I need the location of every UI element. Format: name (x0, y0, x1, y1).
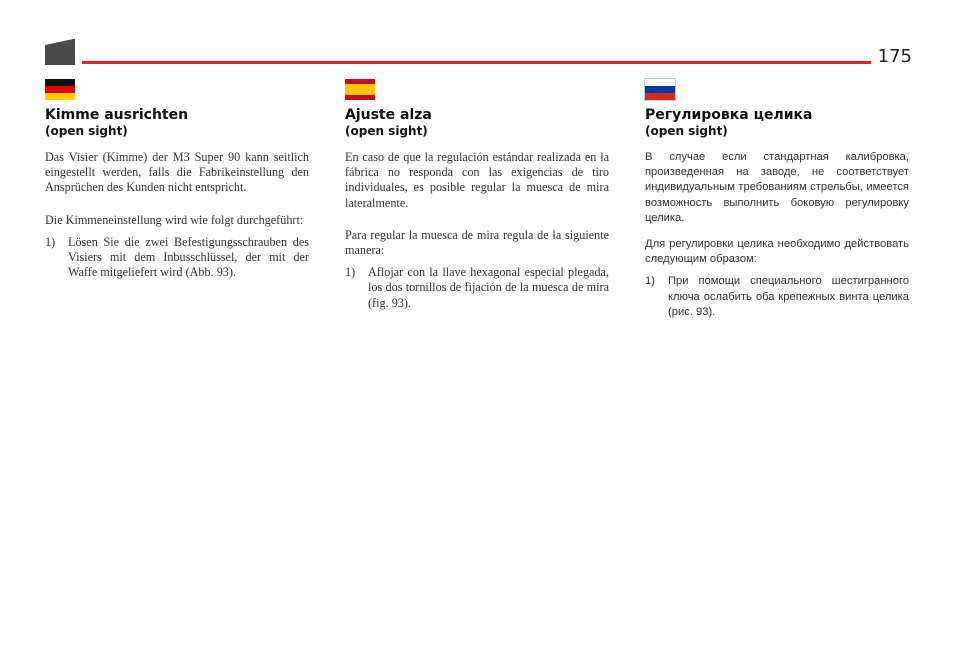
spanish-flag-icon (345, 79, 375, 100)
section-title: Kimme ausrichten (45, 107, 189, 123)
russian-flag-icon (645, 79, 675, 100)
column-german (45, 79, 309, 280)
list-number: 1) (645, 275, 655, 288)
list-item (645, 274, 909, 320)
section-title: Регулировка целика (645, 107, 813, 123)
list-item (45, 235, 309, 281)
paragraph: Для регулировки целика необходимо действовать следующим образом: (645, 238, 909, 266)
section-title: Ajuste alza (345, 107, 432, 123)
section-subtitle: (open sight) (345, 124, 428, 138)
paragraph: Die Kimmeneinstellung wird wie folgt durchgeführt: (45, 212, 304, 227)
list-text: Lösen Sie die zwei Befestigungsschrauben des Visiers mit dem Inbusschlüssel, der mit der Waffe mitgeliefert wird (Abb. 93). (68, 234, 309, 280)
paragraph: Para regular la muesca de mira regula de la siguiente manera: (345, 227, 609, 258)
section-subtitle: (open sight) (45, 124, 128, 138)
list-text: Aflojar con la llave hexagonal especial plegada, los dos tornillos de fijación de la muesca de mira (fig. 93). (368, 265, 609, 310)
list-number: 1) (45, 234, 56, 249)
paragraph: В случае если стандартная калибровка, произведенная на заводе, не соответствует индивидуальным требованиям стрельбы, имеется возможность выполнить боковую регулировку целика. (645, 151, 909, 224)
paragraph: En caso de que la regulación estándar realizada en la fábrica no responda con las exigencias de tiro individuales, es posible regular la muesca de mira lateralmente. (345, 150, 609, 210)
paragraph: Das Visier (Kimme) der M3 Super 90 kann seitlich eingestellt werden, falls die Fabrikeinstellung den Ansprüchen des Kunden nicht entspricht. (45, 150, 309, 195)
page-number: 175 (877, 46, 912, 67)
column-russian (645, 79, 909, 320)
list-number: 1) (345, 265, 356, 280)
list-item (345, 265, 609, 311)
list-text: При помощи специального шестигранного ключа ослабить оба крепежных винта целика (рис. 93). (668, 275, 909, 318)
header-rule (82, 61, 871, 64)
german-flag-icon (45, 79, 75, 100)
column-spanish (345, 79, 609, 311)
section-subtitle: (open sight) (645, 124, 728, 138)
